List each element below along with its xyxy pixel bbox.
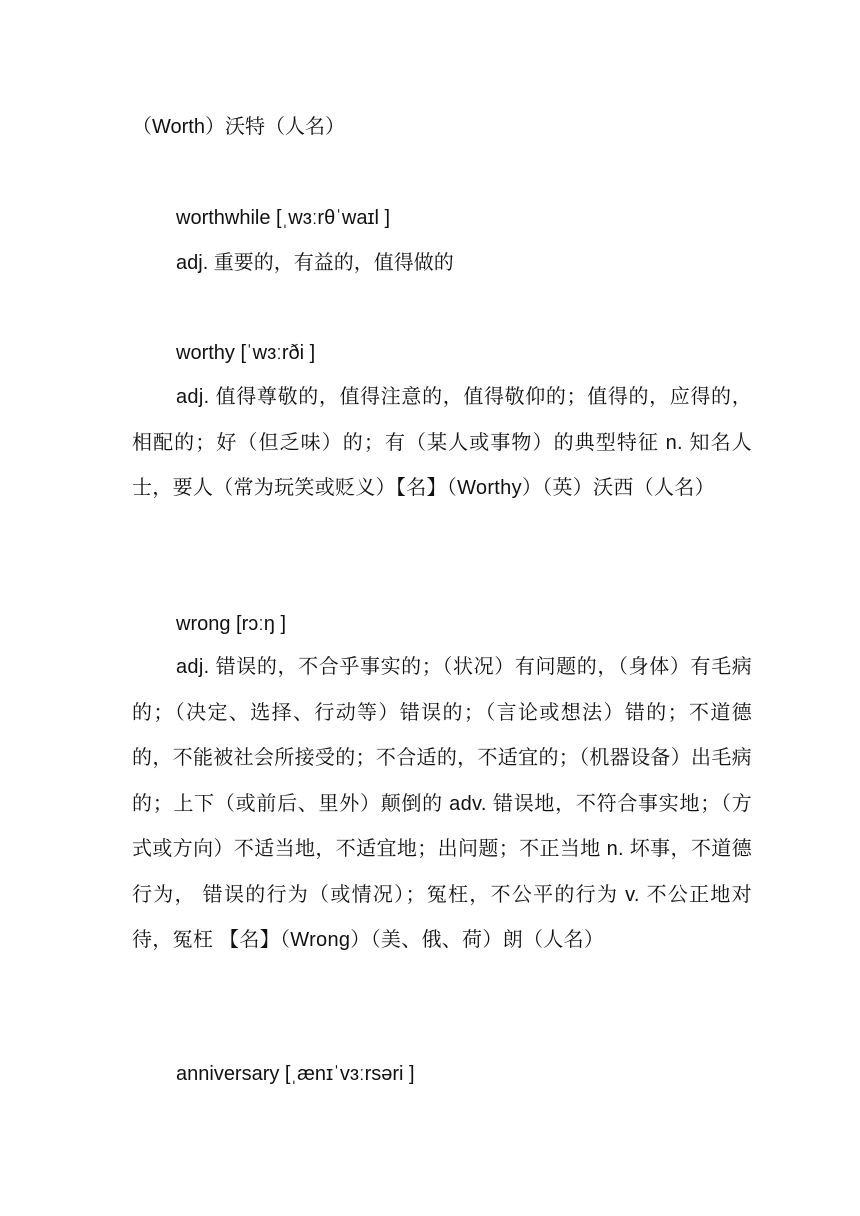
headword-wrong: wrong [rɔːŋ ] bbox=[176, 613, 287, 635]
headword-anniversary: anniversary [ˌænɪˈvɜːrsəri ] bbox=[176, 1063, 415, 1085]
headword-worthy: worthy [ˈwɜːrði ] bbox=[176, 342, 316, 364]
definition-worthy: adj. 值得尊敬的，值得注意的，值得敬仰的；值得的，应得的，相配的；好（但乏味）的；有（某人或事物）的典型特征 n. 知名人士，要人（常为玩笑或贬义）【名】（Worthy）（英）沃西（人名） bbox=[132, 386, 752, 499]
definition-worthwhile: adj. 重要的，有益的，值得做的 bbox=[176, 252, 454, 274]
entry-continuation-worth: （Worth）沃特（人名） bbox=[132, 116, 345, 138]
definition-wrong: adj. 错误的，不合乎事实的；（状况）有问题的，（身体）有毛病的；（决定、选择、行动等）错误的；（言论或想法）错的；不道德的，不能被社会所接受的；不合适的，不适宜的；（机器设备）出毛病的；上下（或前后、里外）颠倒的 adv. 错误地，不符合事实地；（方式或方向）不适当地，不适宜地；出问题；不正当地 n. 坏事，不道德行为， 错误的行为（或情况）；冤枉，不公平的行为 v. 不公正地对待，冤枉 【名】（Wrong）（美、俄、荷）朗（人名） bbox=[132, 656, 752, 951]
headword-worthwhile: worthwhile [ˌwɜːrθˈwaɪl ] bbox=[176, 207, 391, 229]
